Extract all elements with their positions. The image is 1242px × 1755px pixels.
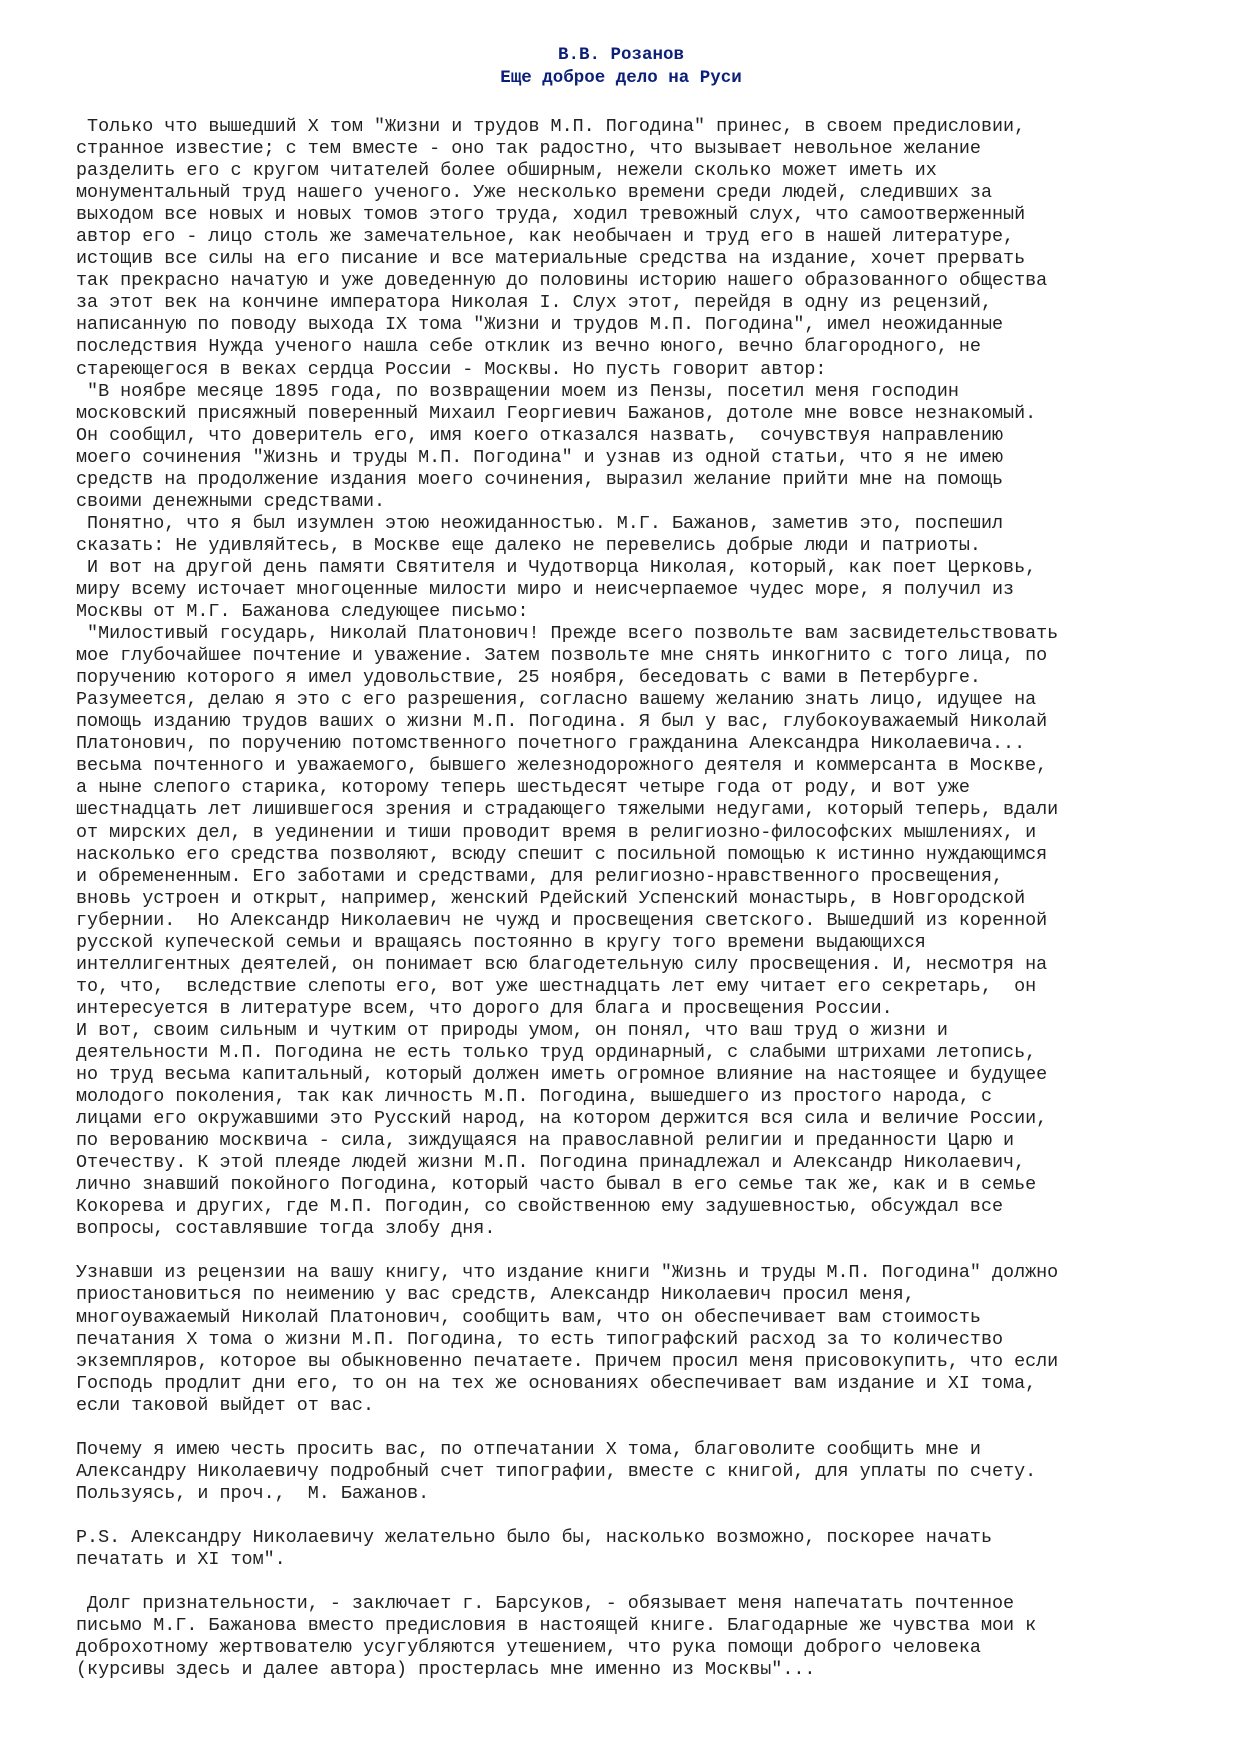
text-line: лично знавший покойного Погодина, который часто бывал в его семье так же, как и в семье	[76, 1174, 1037, 1196]
text-line: истощив все силы на его писание и все материальные средства на издание, хочет прервать	[76, 248, 1026, 270]
text-line: так прекрасно начатую и уже доведенную до половины историю нашего образованного общества	[76, 270, 1048, 292]
text-line: выходом все новых и новых томов этого труда, ходил тревожный слух, что самоотверженный	[76, 204, 1026, 226]
text-line: печатать и XI том".	[76, 1549, 286, 1571]
document-header	[0, 44, 1242, 90]
text-line: Только что вышедший X том "Жизни и трудов М.П. Погодина" принес, в своем предисловии,	[76, 116, 1026, 137]
text-line: Платонович, по поручению потомственного почетного гражданина Александра Николаевича...	[76, 733, 1026, 755]
text-line: приостановиться по неимению у вас средств, Александр Николаевич просил меня,	[76, 1284, 915, 1306]
text-line: Господь продлит дни его, то он на тех же основаниях обеспечивает вам издание и XI тома,	[76, 1372, 1037, 1394]
text-line: а ныне слепого старика, которому теперь шестьдесят четыре года от роду, и вот уже	[76, 777, 970, 799]
text-line: то, что, вследствие слепоты его, вот уже шестнадцать лет ему читает его секретарь, он	[76, 975, 1037, 997]
text-line: "Милостивый государь, Николай Платонович! Прежде всего позвольте вам засвидетельствовать	[76, 623, 1059, 645]
text-line: разделить его с кругом читателей более обширным, нежели сколько может иметь их	[76, 160, 937, 182]
text-line: московский присяжный поверенный Михаил Георгиевич Бажанов, дотоле мне вовсе незнакомый.	[76, 402, 1037, 424]
text-line: и обремененным. Его заботами и средствами, для религиозно-нравственного просвещения,	[76, 865, 1004, 887]
text-line: написанную по поводу выхода IX тома "Жизни и трудов М.П. Погодина", имел неожиданные	[76, 314, 1004, 336]
text-line: губернии. Но Александр Николаевич не чужд и просвещения светского. Вышедший из коренной	[76, 909, 1048, 931]
text-line: многоуважаемый Николай Платонович, сообщить вам, что он обеспечивает вам стоимость	[76, 1306, 981, 1328]
text-line: Долг признательности, - заключает г. Барсуков, - обязывает меня напечатать почтенное	[76, 1593, 1015, 1615]
text-line: средств на продолжение издания моего сочинения, выразил желание прийти мне на помощь	[76, 468, 1004, 490]
text-line: Отечеству. К этой плеяде людей жизни М.П. Погодина принадлежал и Александр Николаевич,	[76, 1152, 1026, 1174]
document-title: Еще доброе дело на Руси	[500, 68, 742, 88]
text-line: по верованию москвича - сила, зиждущаяся на православной религии и преданности Царю и	[76, 1130, 1015, 1152]
text-line: интересуется в литературе всем, что дорого для блага и просвещения России.	[76, 997, 893, 1019]
text-line: автор его - лицо столь же замечательное, как необычаен и труд его в нашей литературе,	[76, 226, 1015, 248]
text-line: "В ноябре месяце 1895 года, по возвращении моем из Пензы, посетил меня господин	[76, 380, 959, 402]
text-line: Кокорева и других, где М.П. Погодин, со свойственною ему задушевностью, обсуждал все	[76, 1196, 1004, 1218]
text-line: сказать: Не удивляйтесь, в Москве еще далеко не перевелись добрые люди и патриоты.	[76, 534, 981, 556]
text-line: миру всему источает многоценные милости миро и неисчерпаемое чудес море, я получил из	[76, 578, 1015, 600]
text-line: моего сочинения "Жизнь и труды М.П. Погодина" и узнав из одной статьи, что я не имею	[76, 446, 1004, 468]
text-line: P.S. Александру Николаевичу желательно было бы, насколько возможно, поскорее начать	[76, 1527, 993, 1548]
author-name: В.В. Розанов	[557, 45, 685, 65]
text-line: монументальный труд нашего ученого. Уже несколько времени среди людей, следивших за	[76, 182, 993, 204]
text-line: письмо М.Г. Бажанова вместо предисловия в настоящей книге. Благодарные же чувства мои к	[76, 1615, 1037, 1637]
text-line: своими денежными средствами.	[76, 490, 386, 512]
text-line: странное известие; с тем вместе - оно так радостно, что вызывает невольное желание	[76, 138, 981, 160]
text-line: молодого поколения, так как личность М.П. Погодина, вышедшего из простого народа, с	[76, 1086, 993, 1108]
text-line: от мирских дел, в уединении и тиши проводит время в религиозно-философских мышлениях, и	[76, 821, 1037, 843]
text-line: И вот на другой день памяти Святителя и Чудотворца Николая, который, как поет Церковь,	[76, 556, 1037, 578]
text-line: поручению которого я имел удовольствие, 25 ноября, беседовать с вами в Петербурге.	[76, 667, 981, 689]
text-line: последствия Нужда ученого нашла себе отклик из вечно юного, вечно благородного, не	[76, 336, 981, 358]
text-line: Узнавши из рецензии на вашу книгу, что издание книги "Жизнь и труды М.П. Погодина" должно	[76, 1262, 1059, 1284]
text-line: но труд весьма капитальный, который должен иметь огромное влияние на настоящее и будущее	[76, 1064, 1048, 1086]
text-line: стареющегося в веках сердца России - Москвы. Но пусть говорит автор:	[76, 358, 827, 380]
text-line: И вот, своим сильным и чутким от природы умом, он понял, что ваш труд о жизни и	[76, 1019, 948, 1041]
text-line: интеллигентных деятелей, он понимает всю благодетельную силу просвещения. И, несмотря на	[76, 953, 1048, 975]
text-line: Почему я имею честь просить вас, по отпечатании X тома, благоволите сообщить мне и	[76, 1438, 981, 1460]
document-body	[76, 116, 1226, 1681]
text-line: Он сообщил, что доверитель его, имя коего отказался назвать, сочувствуя направлению	[76, 424, 1004, 446]
text-line: Пользуясь, и проч., М. Бажанов.	[76, 1482, 430, 1504]
text-line	[76, 1571, 1226, 1593]
text-line: Понятно, что я был изумлен этою неожиданностью. М.Г. Бажанов, заметив это, поспешил	[76, 512, 1004, 534]
text-line: деятельности М.П. Погодина не есть только труд ординарный, с слабыми штрихами летопись,	[76, 1041, 1037, 1063]
text-line: лицами его окружавшими это Русский народ, на котором держится вся сила и величие России,	[76, 1108, 1048, 1130]
text-line: экземпляров, которое вы обыкновенно печатаете. Причем просил меня присовокупить, что если	[76, 1350, 1059, 1372]
text-line: (курсивы здесь и далее автора) простерлась мне именно из Москвы"...	[76, 1659, 816, 1681]
text-line: Разумеется, делаю я это с его разрешения, согласно вашему желанию знать лицо, идущее на	[76, 689, 1037, 711]
text-line	[76, 1505, 1226, 1527]
text-line: доброхотному жертвователю усугубляются утешением, что рука помощи доброго человека	[76, 1637, 981, 1659]
text-line: насколько его средства позволяют, всюду спешит с посильной помощью к истинно нуждающимся	[76, 843, 1048, 865]
text-line: весьма почтенного и уважаемого, бывшего железнодорожного деятеля и коммерсанта в Москве,	[76, 755, 1048, 777]
text-line: вновь устроен и открыт, например, женский Рдейский Успенский монастырь, в Новгородской	[76, 887, 1026, 909]
text-line: русской купеческой семьи и вращаясь постоянно в кругу того времени выдающихся	[76, 931, 926, 953]
text-line: помощь изданию трудов ваших о жизни М.П. Погодина. Я был у вас, глубокоуважаемый Николай	[76, 711, 1048, 733]
text-line: вопросы, составлявшие тогда злобу дня.	[76, 1218, 496, 1240]
text-line: за этот век на кончине императора Николая I. Слух этот, перейдя в одну из рецензий,	[76, 292, 993, 314]
text-line: Москвы от М.Г. Бажанова следующее письмо:	[76, 601, 529, 623]
text-line	[76, 1240, 1226, 1262]
text-line: мое глубочайшее почтение и уважение. Затем позвольте мне снять инкогнито с того лица, по	[76, 645, 1048, 667]
text-line: Александру Николаевичу подробный счет типографии, вместе с книгой, для уплаты по счету.	[76, 1460, 1037, 1482]
text-line: шестнадцать лет лишившегося зрения и страдающего тяжелыми недугами, который теперь, вдали	[76, 799, 1059, 821]
text-line: если таковой выйдет от вас.	[76, 1394, 374, 1416]
text-line	[76, 1417, 1226, 1439]
text-line: печатания X тома о жизни М.П. Погодина, то есть типографский расход за то количество	[76, 1328, 1004, 1350]
